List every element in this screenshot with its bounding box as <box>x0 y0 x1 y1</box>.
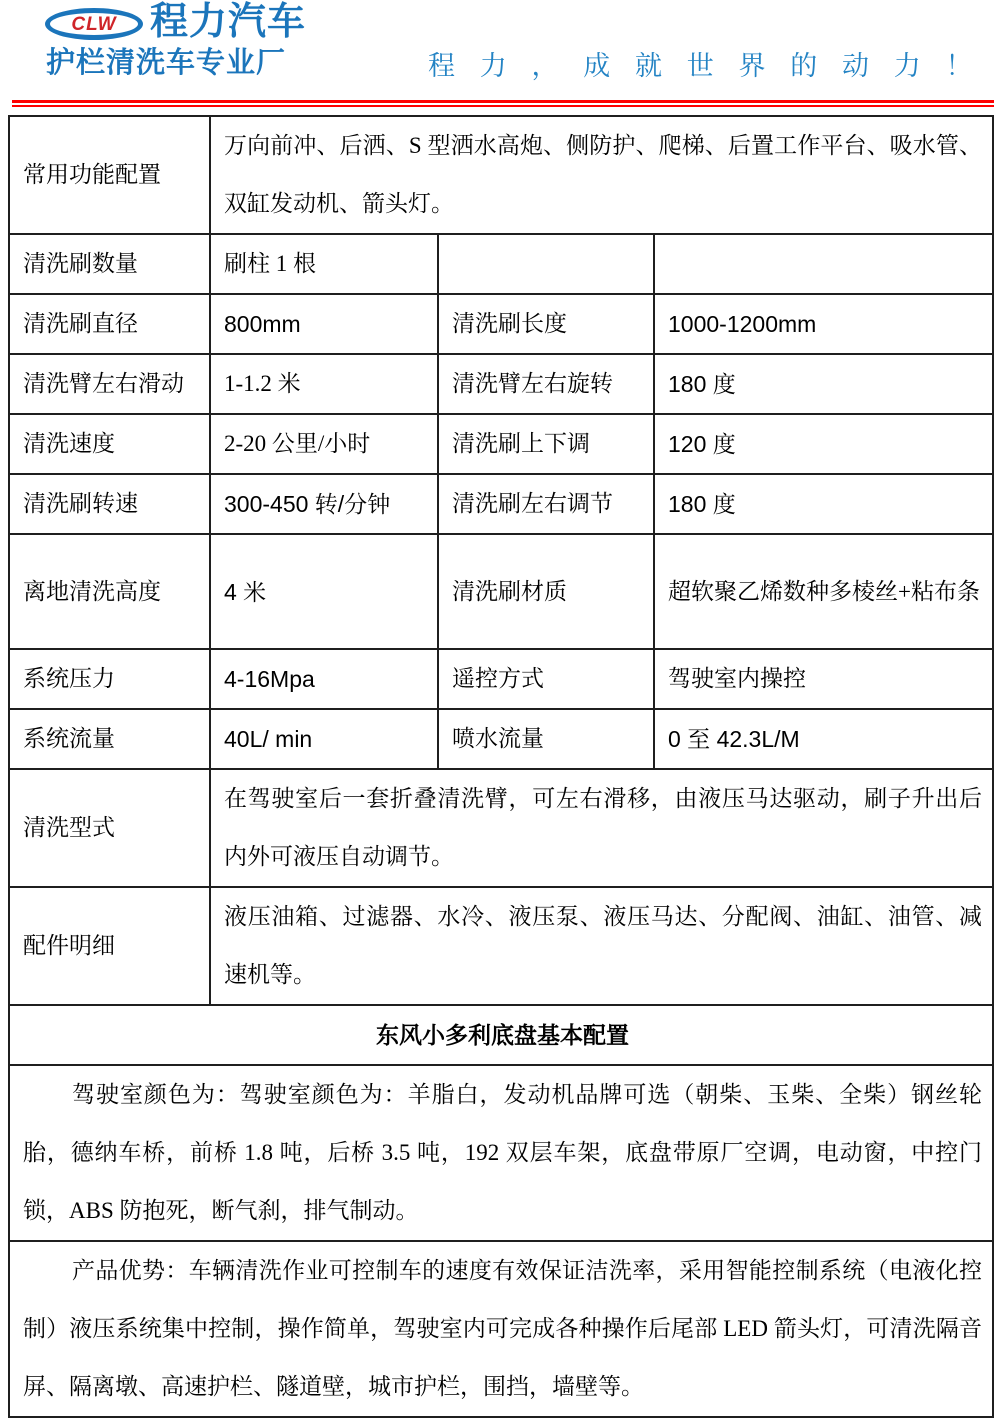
spec-label-cell: 清洗刷长度 <box>438 294 654 354</box>
table-row <box>9 709 993 769</box>
spec-value-cell: 0 至 42.3L/M <box>654 709 993 769</box>
brand-name: 程力汽车 <box>150 1 307 43</box>
spec-label-cell: 清洗刷左右调节 <box>438 474 654 534</box>
brand-slogan: 程 力 ， 成 就 世 界 的 动 力 ！ <box>428 51 982 81</box>
spec-label-cell: 清洗刷上下调 <box>438 414 654 474</box>
table-row <box>9 1065 993 1241</box>
spec-value-cell: 2-20 公里/小时 <box>210 414 438 474</box>
spec-label-cell: 清洗速度 <box>9 414 210 474</box>
chassis-config-paragraph: 驾驶室颜色为：驾驶室颜色为：羊脂白，发动机品牌可选（朝柴、玉柴、全柴）钢丝轮胎，德纳车桥，前桥 1.8 吨，后桥 3.5 吨，192 双层车架，底盘带原厂空调，电动窗，中控门锁，ABS 防抱死，断气刹，排气制动。 <box>9 1065 993 1241</box>
spec-label-cell: 清洗刷数量 <box>9 234 210 294</box>
table-row <box>9 1241 993 1417</box>
double-red-divider <box>12 100 994 107</box>
spec-label-cell: 遥控方式 <box>438 649 654 709</box>
spec-value-cell: 驾驶室内操控 <box>654 649 993 709</box>
spec-table <box>8 115 994 1418</box>
table-row <box>9 354 993 414</box>
table-row <box>9 887 993 1005</box>
spec-value-cell: 4-16Mpa <box>210 649 438 709</box>
spec-label-cell: 清洗臂左右滑动 <box>9 354 210 414</box>
table-row <box>9 294 993 354</box>
spec-label-cell: 常用功能配置 <box>9 116 210 234</box>
spec-value-cell: 超软聚乙烯数种多棱丝+粘布条 <box>654 534 993 649</box>
spec-label-cell: 系统压力 <box>9 649 210 709</box>
spec-value-cell: 在驾驶室后一套折叠清洗臂，可左右滑移，由液压马达驱动，刷子升出后内外可液压自动调节。 <box>210 769 993 887</box>
spec-label-cell: 清洗刷材质 <box>438 534 654 649</box>
table-row <box>9 474 993 534</box>
product-advantage-paragraph: 产品优势：车辆清洗作业可控制车的速度有效保证洁洗率，采用智能控制系统（电液化控制）液压系统集中控制，操作简单，驾驶室内可完成各种操作后尾部 LED 箭头灯，可清洗隔音屏、隔离墩、高速护栏、隧道壁，城市护栏，围挡，墙壁等。 <box>9 1241 993 1417</box>
spec-label-cell: 清洗刷直径 <box>9 294 210 354</box>
spec-value-cell: 800mm <box>210 294 438 354</box>
spec-value-cell: 4 米 <box>210 534 438 649</box>
spec-empty-cell <box>654 234 993 294</box>
spec-label-cell: 清洗臂左右旋转 <box>438 354 654 414</box>
spec-value-cell: 180 度 <box>654 474 993 534</box>
clw-logo-icon <box>45 8 143 40</box>
spec-value-cell: 120 度 <box>654 414 993 474</box>
spec-value-cell: 300-450 转/分钟 <box>210 474 438 534</box>
factory-subtitle: 护栏清洗车专业厂 <box>46 47 287 79</box>
spec-empty-cell <box>438 234 654 294</box>
spec-value-cell: 1000-1200mm <box>654 294 993 354</box>
table-row <box>9 1005 993 1065</box>
table-row <box>9 534 993 649</box>
spec-value-cell: 1-1.2 米 <box>210 354 438 414</box>
spec-label-cell: 系统流量 <box>9 709 210 769</box>
table-row <box>9 649 993 709</box>
clw-logo-text: CLW <box>71 13 117 35</box>
table-row <box>9 116 993 234</box>
page-header <box>0 0 1000 96</box>
spec-value-cell: 刷柱 1 根 <box>210 234 438 294</box>
table-row <box>9 769 993 887</box>
spec-label-cell: 配件明细 <box>9 887 210 1005</box>
spec-label-cell: 喷水流量 <box>438 709 654 769</box>
spec-value-cell: 180 度 <box>654 354 993 414</box>
table-row <box>9 414 993 474</box>
section-title: 东风小多利底盘基本配置 <box>9 1005 993 1065</box>
spec-label-cell: 清洗刷转速 <box>9 474 210 534</box>
table-row <box>9 234 993 294</box>
spec-value-cell: 万向前冲、后洒、S 型洒水高炮、侧防护、爬梯、后置工作平台、吸水管、双缸发动机、箭头灯。 <box>210 116 993 234</box>
spec-label-cell: 离地清洗高度 <box>9 534 210 649</box>
spec-value-cell: 液压油箱、过滤器、水冷、液压泵、液压马达、分配阀、油缸、油管、减速机等。 <box>210 887 993 1005</box>
spec-value-cell: 40L/ min <box>210 709 438 769</box>
spec-label-cell: 清洗型式 <box>9 769 210 887</box>
